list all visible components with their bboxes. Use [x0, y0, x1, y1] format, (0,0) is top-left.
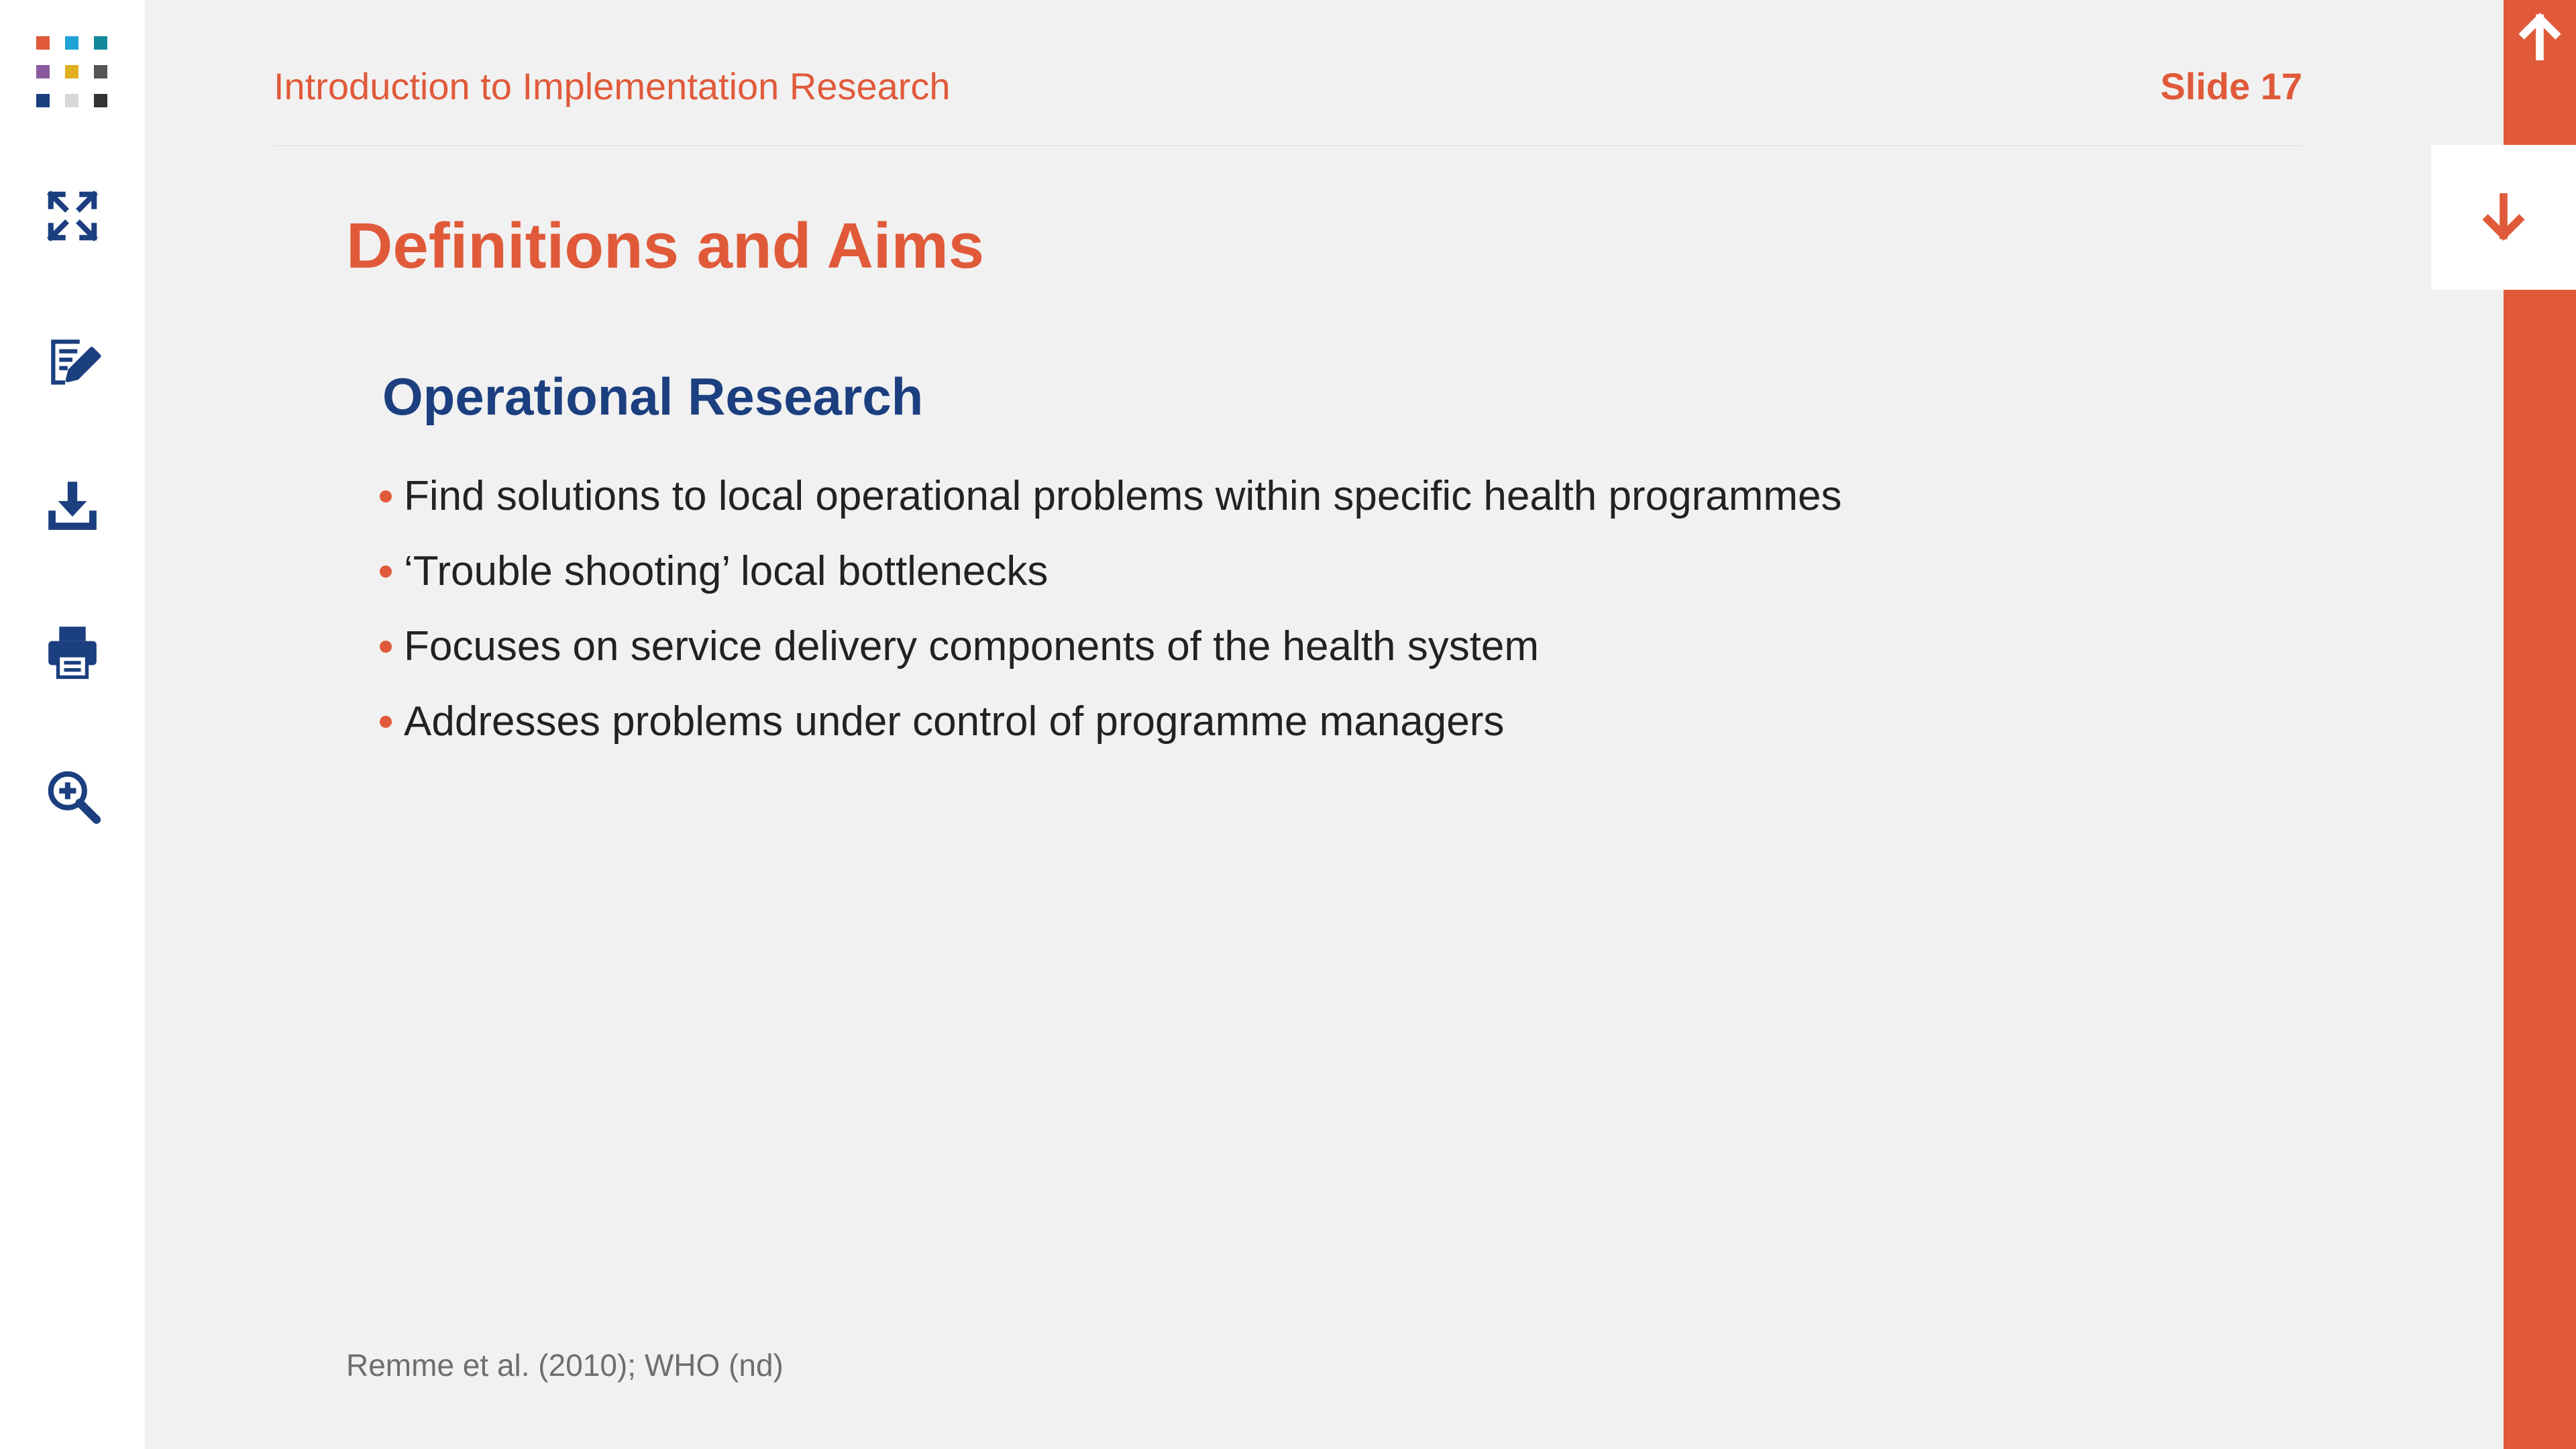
- grid-square: [36, 94, 50, 107]
- zoom-in-button[interactable]: [39, 762, 106, 829]
- list-item: [380, 684, 1842, 759]
- citation: Remme et al. (2010); WHO (nd): [346, 1348, 784, 1383]
- print-button[interactable]: [39, 617, 106, 684]
- grid-square: [65, 94, 78, 107]
- grid-square: [65, 36, 78, 50]
- fullscreen-expand-icon: [44, 187, 101, 245]
- grid-square: [94, 94, 107, 107]
- course-title: Introduction to Implementation Research: [274, 65, 951, 107]
- bullet-dot: [380, 490, 392, 502]
- apps-grid-icon[interactable]: [36, 36, 109, 109]
- grid-square: [65, 65, 78, 78]
- bullet-text: Addresses problems under control of programme managers: [404, 698, 1505, 745]
- bullet-text: Find solutions to local operational problems within specific health programmes: [404, 473, 1842, 519]
- slide-number: Slide 17: [2160, 65, 2302, 107]
- slide-title: Definitions and Aims: [346, 210, 985, 282]
- next-slide-button[interactable]: [2431, 145, 2576, 290]
- notes-edit-icon: [44, 332, 101, 390]
- bullet-dot: [380, 716, 392, 728]
- zoom-in-icon: [44, 767, 101, 824]
- list-item: [380, 609, 1842, 684]
- bullet-list: [380, 459, 1842, 759]
- arrow-down-icon: [2477, 191, 2530, 244]
- fullscreen-button[interactable]: [39, 182, 106, 250]
- grid-square: [94, 36, 107, 50]
- list-item: [380, 534, 1842, 609]
- previous-slide-button[interactable]: [2504, 0, 2576, 72]
- bullet-dot: [380, 566, 392, 578]
- bullet-dot: [380, 641, 392, 653]
- grid-square: [36, 65, 50, 78]
- bullet-text: Focuses on service delivery components of the health system: [404, 623, 1540, 669]
- grid-square: [94, 65, 107, 78]
- notes-button[interactable]: [39, 327, 106, 394]
- section-heading: Operational Research: [382, 367, 924, 426]
- grid-square: [36, 36, 50, 50]
- arrow-up-icon: [2513, 9, 2567, 63]
- download-icon: [44, 477, 101, 535]
- header-divider: [274, 145, 2302, 146]
- download-button[interactable]: [39, 472, 106, 539]
- bullet-text: ‘Trouble shooting’ local bottlenecks: [404, 548, 1049, 594]
- left-toolbar: [0, 0, 145, 1449]
- list-item: [380, 459, 1842, 534]
- print-icon: [44, 622, 101, 680]
